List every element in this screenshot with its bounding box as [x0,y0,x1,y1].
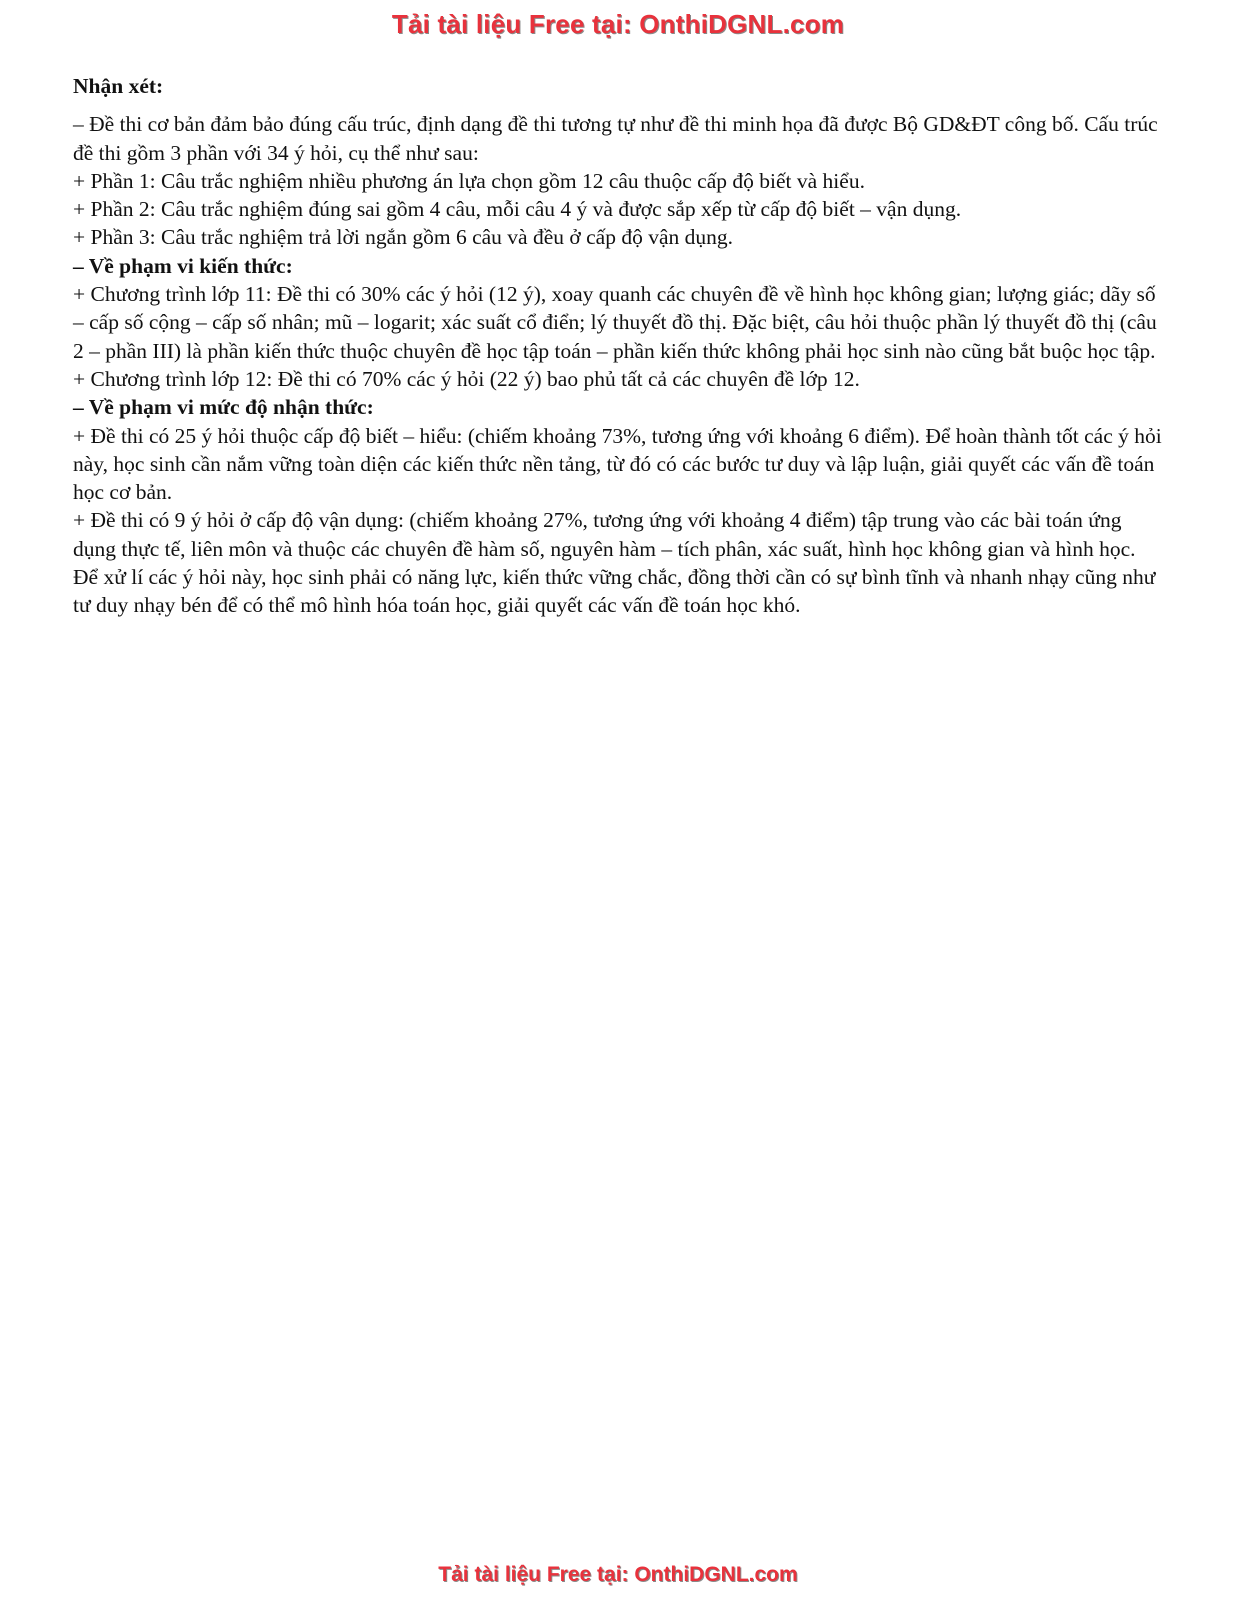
part-item-2: + Phần 2: Câu trắc nghiệm đúng sai gồm 4 câu, mỗi câu 4 ý và được sắp xếp từ cấp độ biết – vận dụng. [73,197,962,222]
footer-watermark-link[interactable]: Tải tài liệu Free tại: OnthiDGNL.com [438,1563,798,1586]
header-watermark-link[interactable]: Tải tài liệu Free tại: OnthiDGNL.com [391,9,845,39]
level-heading: – Về phạm vi mức độ nhận thức: [73,395,374,420]
document-body [73,72,1163,620]
scope-item-grade-12: + Chương trình lớp 12: Đề thi có 70% các ý hỏi (22 ý) bao phủ tất cả các chuyên đề lớp 12. [73,366,860,391]
intro-paragraph: – Đề thi cơ bản đảm bảo đúng cấu trúc, định dạng đề thi tương tự như đề thi minh họa đã được Bộ GD&ĐT công bố. Cấu trúc đề thi gồm 3 phần với 34 ý hỏi, cụ thể như sau: [73,112,1158,165]
level-item-know-understand: + Đề thi có 25 ý hỏi thuộc cấp độ biết – hiểu: (chiếm khoảng 73%, tương ứng với khoảng 6 điểm). Để hoàn thành tốt các ý hỏi này, học sinh cần nắm vững toàn diện các kiến thức nền tảng, từ đó có các bước tư duy và lập luận, giải quyết các vấn đề toán học cơ bản. [73,423,1162,505]
level-item-apply: + Đề thi có 9 ý hỏi ở cấp độ vận dụng: (chiếm khoảng 27%, tương ứng với khoảng 4 điểm) tập trung vào các bài toán ứng dụng thực tế, liên môn và thuộc các chuyên đề hàm số, nguyên hàm – tích phân, xác suất, hình học không gian và hình học. Để xử lí các ý hỏi này, học sinh phải có năng lực, kiến thức vững chắc, đồng thời cần có sự bình tĩnh và nhanh nhạy cũng như tư duy nhạy bén để có thể mô hình hóa toán học, giải quyết các vấn đề toán học khó. [73,508,1156,618]
scope-item-grade-11: + Chương trình lớp 11: Đề thi có 30% các ý hỏi (12 ý), xoay quanh các chuyên đề về hình học không gian; lượng giác; dãy số – cấp số cộng – cấp số nhân; mũ – logarit; xác suất cổ điển; lý thuyết đồ thị. Đặc biệt, câu hỏi thuộc phần lý thuyết đồ thị (câu 2 – phần III) là phần kiến thức thuộc chuyên đề học tập toán – phần kiến thức không phải học sinh nào cũng bắt buộc học tập. [73,282,1157,363]
part-item-3: + Phần 3: Câu trắc nghiệm trả lời ngắn gồm 6 câu và đều ở cấp độ vận dụng. [73,225,733,250]
section-title: Nhận xét: [73,74,164,98]
part-item-1: + Phần 1: Câu trắc nghiệm nhiều phương án lựa chọn gồm 12 câu thuộc cấp độ biết và hiểu. [73,168,865,193]
scope-heading: – Về phạm vi kiến thức: [73,253,293,278]
